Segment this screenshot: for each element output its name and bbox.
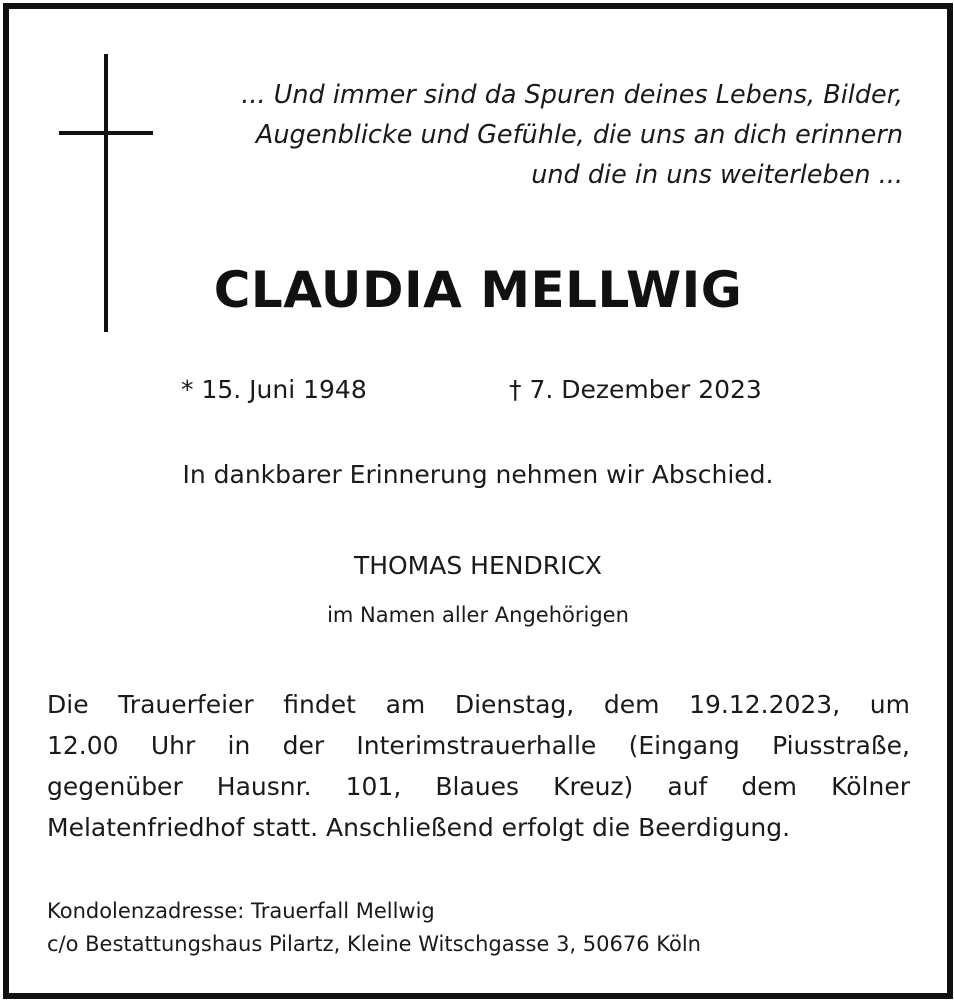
cross-icon-horizontal-bar <box>59 131 153 135</box>
ceremony-word: Trauerfeier <box>118 690 254 719</box>
address-line: c/o Bestattungshaus Pilartz, Kleine Witschgasse 3, 50676 Köln <box>47 932 701 956</box>
deceased-name: CLAUDIA MELLWIG <box>213 261 743 319</box>
ceremony-word: 101, <box>345 772 402 801</box>
ceremony-word: Kölner <box>831 772 910 801</box>
quote-line: ... Und immer sind da Spuren deines Lebens, Bilder, <box>241 80 903 110</box>
farewell-text: In dankbarer Erinnerung nehmen wir Abschied. <box>182 460 774 489</box>
ceremony-word: Uhr <box>150 731 196 760</box>
ceremony-word: Kreuz) <box>553 772 634 801</box>
ceremony-word: Hausnr. <box>216 772 312 801</box>
ceremony-word: dem <box>741 772 798 801</box>
ceremony-word: 12.00 <box>47 731 119 760</box>
memorial-quote <box>183 75 903 195</box>
ceremony-word: auf <box>667 772 708 801</box>
ceremony-line-3 <box>47 766 910 807</box>
birth-date: * 15. Juni 1948 <box>181 375 367 404</box>
condolence-address <box>47 895 701 961</box>
ceremony-line-1 <box>47 684 910 725</box>
ceremony-word: 19.12.2023, <box>689 690 841 719</box>
ceremony-word: am <box>385 690 426 719</box>
ceremony-word: (Eingang <box>628 731 740 760</box>
quote-line: Augenblicke und Gefühle, die uns an dich erinnern <box>255 120 903 150</box>
ceremony-word: gegenüber <box>47 772 183 801</box>
ceremony-details <box>47 684 910 848</box>
ceremony-line-2 <box>47 725 910 766</box>
ceremony-word: Piusstraße, <box>772 731 910 760</box>
ceremony-word: dem <box>603 690 660 719</box>
ceremony-word: der <box>282 731 325 760</box>
address-line: Kondolenzadresse: Trauerfall Mellwig <box>47 899 435 923</box>
ceremony-word: Die <box>47 690 89 719</box>
death-date: † 7. Dezember 2023 <box>509 375 762 404</box>
obituary-frame <box>3 3 953 999</box>
ceremony-word: Blaues <box>435 772 520 801</box>
ceremony-word: Dienstag, <box>454 690 575 719</box>
signer-subtitle: im Namen aller Angehörigen <box>327 603 629 627</box>
ceremony-word: um <box>869 690 910 719</box>
ceremony-word: findet <box>283 690 356 719</box>
quote-line: und die in uns weiterleben ... <box>531 160 903 190</box>
ceremony-word: Interimstrauerhalle <box>356 731 597 760</box>
ceremony-line-4: Melatenfriedhof statt. Anschließend erfolgt die Beerdigung. <box>47 813 791 842</box>
signer-name: THOMAS HENDRICX <box>353 551 603 580</box>
ceremony-word: in <box>227 731 251 760</box>
